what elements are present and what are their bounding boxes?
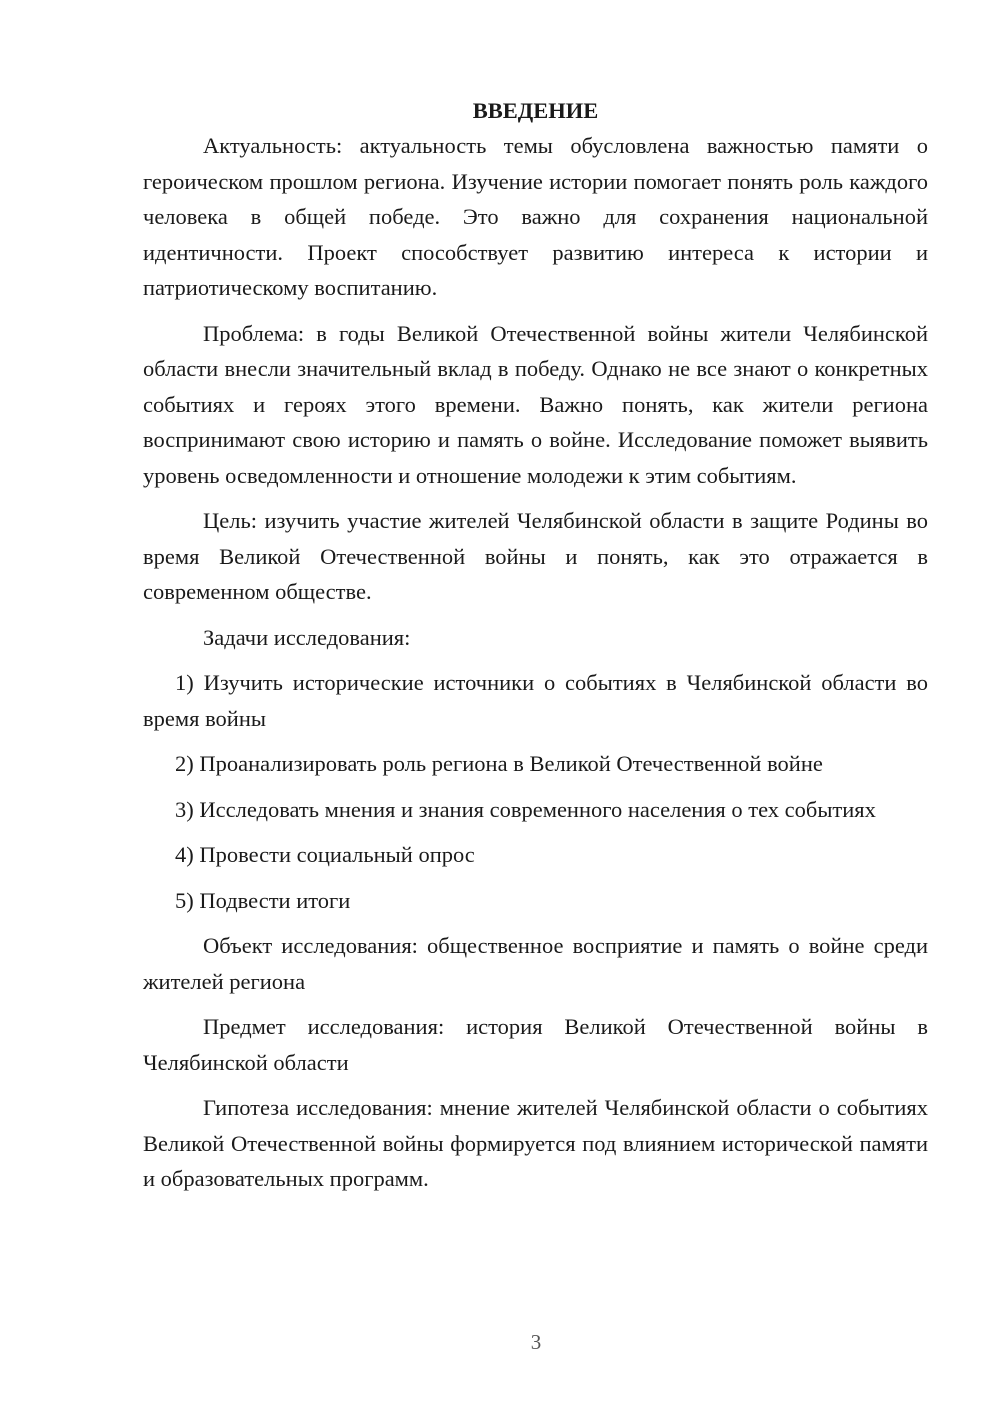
subject-paragraph: Предмет исследования: история Великой Отечественной войны в Челябинской области [143,1014,928,1075]
hypothesis-paragraph: Гипотеза исследования: мнение жителей Челябинской области о событиях Великой Отечественной войны формируется под влиянием исторической памяти и образовательных программ. [143,1095,928,1191]
relevance-paragraph: Актуальность: актуальность темы обусловлена важностью памяти о героическом прошлом региона. Изучение истории помогает понять роль каждого человека в общей победе. Это важно для сохранения национальной идентичности. Проект способствует развитию интереса к истории и патриотическому воспитанию. [143,133,928,300]
task-item-1: 1) Изучить исторические источники о событиях в Челябинской области во время войны [143,670,928,731]
page-number: 3 [530,1330,542,1354]
document-body [143,93,928,1197]
page-title: ВВЕДЕНИЕ [472,98,599,123]
task-item-3: 3) Исследовать мнения и знания современного населения о тех событиях [175,796,876,822]
task-item-4: 4) Провести социальный опрос [175,842,475,867]
task-item-2: 2) Проанализировать роль региона в Великой Отечественной войне [175,751,823,776]
tasks-heading: Задачи исследования: [203,624,411,650]
object-paragraph: Объект исследования: общественное восприятие и память о войне среди жителей региона [143,933,928,994]
goal-paragraph: Цель: изучить участие жителей Челябинской области в защите Родины во время Великой Отечественной войны и понять, как это отражается в современном обществе. [143,508,928,604]
problem-paragraph: Проблема: в годы Великой Отечественной войны жители Челябинской области внесли значительный вклад в победу. Однако не все знают о конкретных событиях и героях этого времени. Важно понять, как жители региона воспринимают свою историю и память о войне. Исследование поможет выявить уровень осведомленности и отношение молодежи к этим событиям. [143,320,928,488]
task-item-5: 5) Подвести итоги [175,887,351,913]
